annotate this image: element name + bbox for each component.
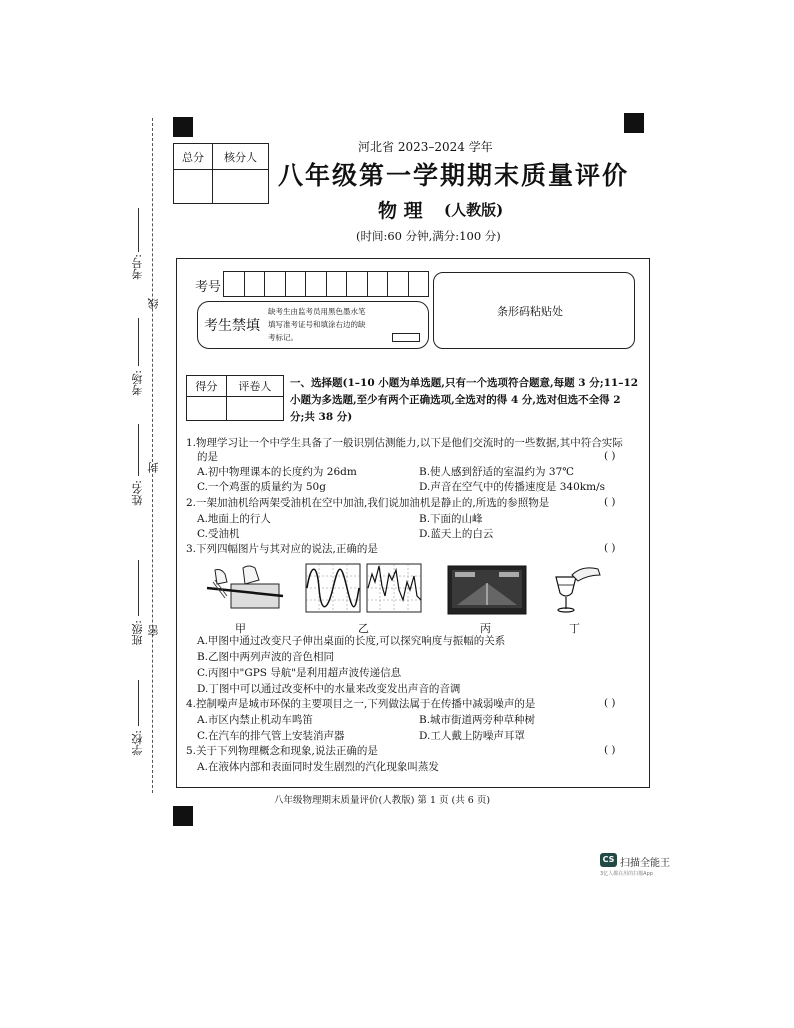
q5-stem: 5.关于下列物理概念和现象,说法正确的是 — [186, 745, 378, 757]
exam-title: 八年级第一学期期末质量评价 — [278, 161, 630, 190]
section-score-cell[interactable] — [187, 397, 227, 421]
q3-figure-jia-label: 甲 — [235, 622, 246, 635]
q4-option-a: A.市区内禁止机动车鸣笛 — [197, 714, 313, 726]
q3-figure-ding-label: 丁 — [569, 622, 580, 635]
q3-figure-yi-waves — [305, 563, 423, 613]
q1-answer-paren[interactable]: ( ) — [604, 450, 616, 462]
total-score-cell[interactable] — [174, 170, 213, 204]
scanner-badge — [600, 853, 617, 867]
q2-option-a: A.地面上的行人 — [197, 513, 271, 525]
q1-stem-line1: 1.物理学习让一个中学生具备了一般识别估测能力,以下是他们交流时的一些数据,其中符合实际 — [186, 437, 623, 449]
scanner-brand: 扫描全能王 — [620, 858, 670, 869]
absent-mark-box[interactable] — [392, 333, 420, 342]
binding-line — [152, 118, 153, 793]
exam-number-boxes[interactable] — [223, 271, 429, 297]
q2-option-d: D.蓝天上的白云 — [419, 528, 494, 540]
q3-option-c: C.丙图中"GPS 导航"是利用超声波传递信息 — [197, 667, 402, 679]
q3-figure-ding-glass — [548, 563, 604, 615]
side-mark-xian: 线 — [147, 298, 160, 309]
total-score-label: 总分 — [174, 144, 213, 170]
side-label-kaochang: 考场: — [131, 370, 144, 396]
side-mark-mi: 密 — [147, 625, 160, 636]
registration-mark-top-right — [624, 113, 644, 133]
q1-option-d: D.声音在空气中的传播速度是 340km/s — [419, 481, 606, 493]
prohibited-label: 考生禁填 — [204, 318, 260, 334]
q3-figure-bing-label: 丙 — [480, 622, 491, 635]
q2-answer-paren[interactable]: ( ) — [604, 496, 616, 508]
q5-option-a: A.在液体内部和表面同时发生剧烈的汽化现象叫蒸发 — [197, 761, 439, 773]
q3-answer-paren[interactable]: ( ) — [604, 542, 616, 554]
page-footer: 八年级物理期末质量评价(人教版) 第 1 页 (共 6 页) — [274, 795, 491, 806]
q2-option-b: B.下面的山峰 — [419, 513, 483, 525]
province-year: 河北省 2023–2024 学年 — [358, 140, 493, 154]
section-instruction-1: 一、选择题(1–10 小题为单选题,只有一个选项符合题意,每题 3 分;11–12 — [290, 377, 639, 389]
checker-label: 核分人 — [212, 144, 268, 170]
side-label-banji: 班级: — [131, 620, 144, 646]
side-label-xuexiao: 学校: — [131, 730, 144, 756]
kaohao-underline — [138, 208, 139, 252]
side-label-kaohao: 考号: — [131, 254, 144, 280]
total-score-box — [173, 143, 269, 204]
exam-number-label: 考号 — [195, 280, 222, 295]
prohibited-note-2: 填写准考证号和填涂右边的缺 — [268, 320, 366, 329]
reviewer-cell[interactable] — [226, 397, 283, 421]
xuexiao-underline — [138, 680, 139, 726]
q1-stem-line2: 的是 — [197, 451, 218, 463]
q4-answer-paren[interactable]: ( ) — [604, 697, 616, 709]
q3-figure-bing-gps — [447, 565, 527, 615]
section-instruction-3: 分;共 38 分) — [290, 411, 353, 423]
scanner-subtitle: 3亿人都在用的扫描App — [600, 871, 653, 877]
q1-option-a: A.初中物理课本的长度约为 26dm — [197, 466, 357, 478]
q3-option-a: A.甲图中通过改变尺子伸出桌面的长度,可以探究响度与振幅的关系 — [197, 635, 506, 647]
q3-option-d: D.丁图中可以通过改变杯中的水量来改变发出声音的音调 — [197, 683, 461, 695]
q4-stem: 4.控制噪声是城市环保的主要项目之一,下列做法属于在传播中减弱噪声的是 — [186, 698, 536, 710]
q5-answer-paren[interactable]: ( ) — [604, 744, 616, 756]
section-score-box — [186, 375, 284, 421]
q3-figure-yi-label: 乙 — [358, 622, 369, 635]
q4-option-d: D.工人戴上防噪声耳罩 — [419, 730, 525, 742]
q1-option-c: C.一个鸡蛋的质量约为 50g — [197, 481, 326, 493]
q4-option-c: C.在汽车的排气管上安装消声器 — [197, 730, 345, 742]
q3-option-b: B.乙图中两列声波的音色相同 — [197, 651, 335, 663]
section-score-label: 得分 — [187, 376, 227, 397]
barcode-label: 条形码粘贴处 — [497, 305, 563, 318]
side-label-xingming: 姓名: — [131, 480, 144, 506]
q4-option-b: B.城市街道两旁种草种树 — [419, 714, 536, 726]
q2-option-c: C.受油机 — [197, 528, 240, 540]
side-mark-feng: 封 — [147, 462, 160, 473]
edition-label: (人教版) — [444, 201, 504, 219]
checker-cell[interactable] — [212, 170, 268, 204]
q2-stem: 2.一架加油机给两架受油机在空中加油,我们说加油机是静止的,所选的参照物是 — [186, 497, 550, 509]
banji-underline — [138, 560, 139, 616]
q3-figure-jia-ruler — [205, 562, 285, 620]
registration-mark-bottom-left — [173, 806, 193, 826]
subject-title: 物 理 — [378, 200, 423, 222]
scanner-badge-text: CS — [602, 855, 615, 864]
section-instruction-2: 小题为多选题,至少有两个正确选项,全选对的得 4 分,选对但选不全得 2 — [290, 394, 621, 406]
kaochang-underline — [138, 318, 139, 366]
prohibited-note-3: 考标记。 — [268, 333, 298, 342]
prohibited-note-1: 缺考生由监考员用黑色墨水笔 — [268, 307, 366, 316]
registration-mark-top-left — [173, 117, 193, 137]
q3-stem: 3.下列四幅图片与其对应的说法,正确的是 — [186, 543, 378, 555]
q1-option-b: B.使人感到舒适的室温约为 37℃ — [419, 466, 574, 478]
reviewer-label: 评卷人 — [226, 376, 283, 397]
time-score: (时间:60 分钟,满分:100 分) — [356, 229, 501, 243]
xingming-underline — [138, 424, 139, 476]
